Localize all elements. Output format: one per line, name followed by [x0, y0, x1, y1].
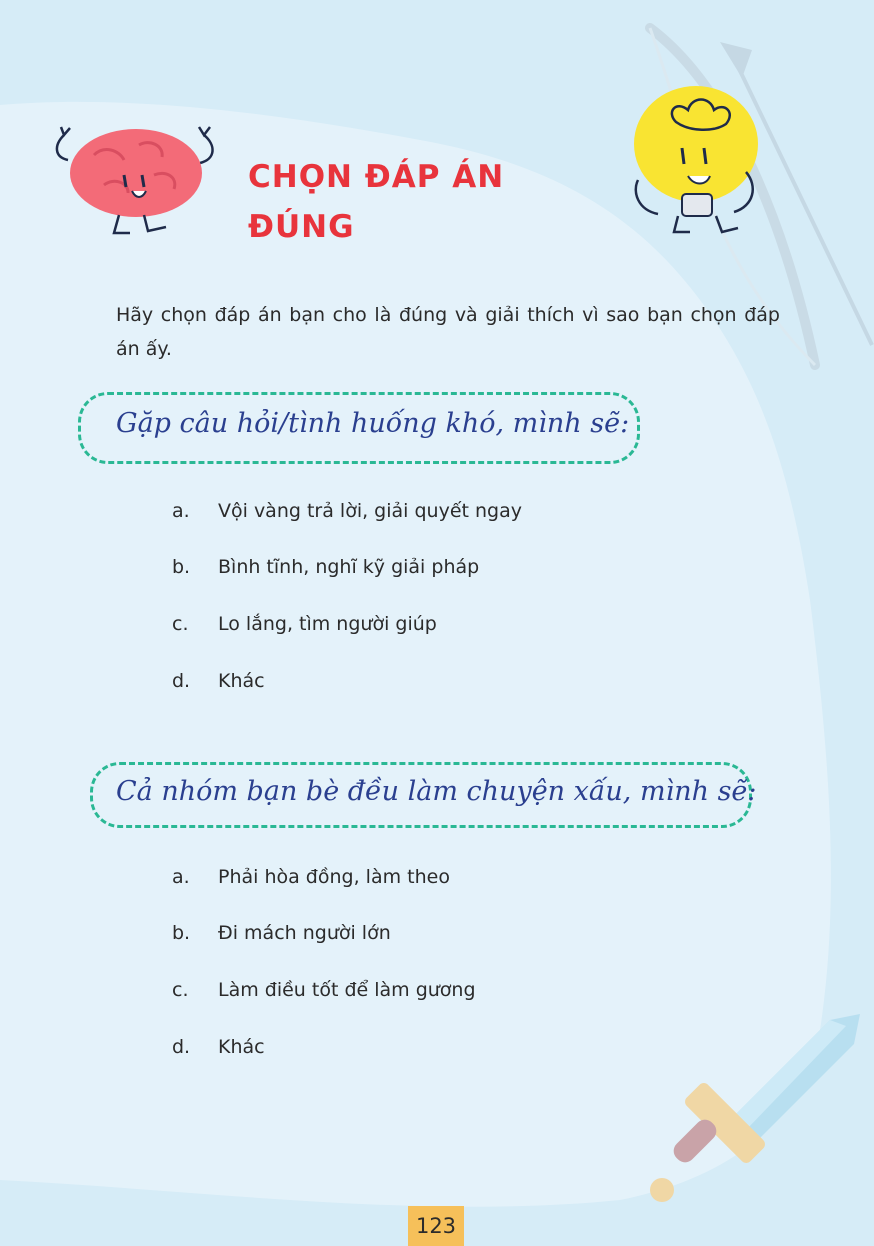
option-letter: b.: [172, 922, 191, 944]
question-2-option-a: [172, 866, 450, 888]
option-letter: d.: [172, 670, 191, 692]
question-1-prompt: Gặp câu hỏi/tình huống khó, mình sẽ:: [116, 408, 630, 439]
question-1-option-d: [172, 670, 265, 692]
option-letter: b.: [172, 556, 191, 578]
page-number-badge: 123: [408, 1206, 464, 1246]
page-title: CHỌN ĐÁP ÁN ĐÚNG: [248, 159, 505, 245]
option-text: Lo lắng, tìm người giúp: [218, 613, 437, 635]
sword-icon: [640, 1000, 874, 1210]
question-1-option-c: [172, 613, 437, 635]
question-2-option-c: [172, 979, 476, 1001]
question-1-option-b: [172, 556, 479, 578]
question-1-option-a: [172, 500, 522, 522]
option-letter: a.: [172, 500, 190, 522]
instruction-text: Hãy chọn đáp án bạn cho là đúng và giải thích vì sao bạn chọn đáp án ấy.: [116, 304, 780, 360]
option-text: Vội vàng trả lời, giải quyết ngay: [218, 500, 522, 522]
option-text: Phải hòa đồng, làm theo: [218, 866, 450, 888]
option-letter: d.: [172, 1036, 191, 1058]
brain-mascot-icon: [44, 115, 224, 240]
option-letter: c.: [172, 979, 189, 1001]
option-text: Làm điều tốt để làm gương: [218, 979, 476, 1001]
option-text: Đi mách người lớn: [218, 922, 391, 944]
lightbulb-mascot-icon: [618, 82, 778, 242]
option-text: Khác: [218, 1036, 265, 1058]
option-letter: a.: [172, 866, 190, 888]
question-2-option-d: [172, 1036, 265, 1058]
question-2-prompt: Cả nhóm bạn bè đều làm chuyện xấu, mình sẽ:: [116, 776, 757, 807]
question-2-option-b: [172, 922, 391, 944]
option-text: Bình tĩnh, nghĩ kỹ giải pháp: [218, 556, 480, 578]
option-text: Khác: [218, 670, 265, 692]
option-letter: c.: [172, 613, 189, 635]
